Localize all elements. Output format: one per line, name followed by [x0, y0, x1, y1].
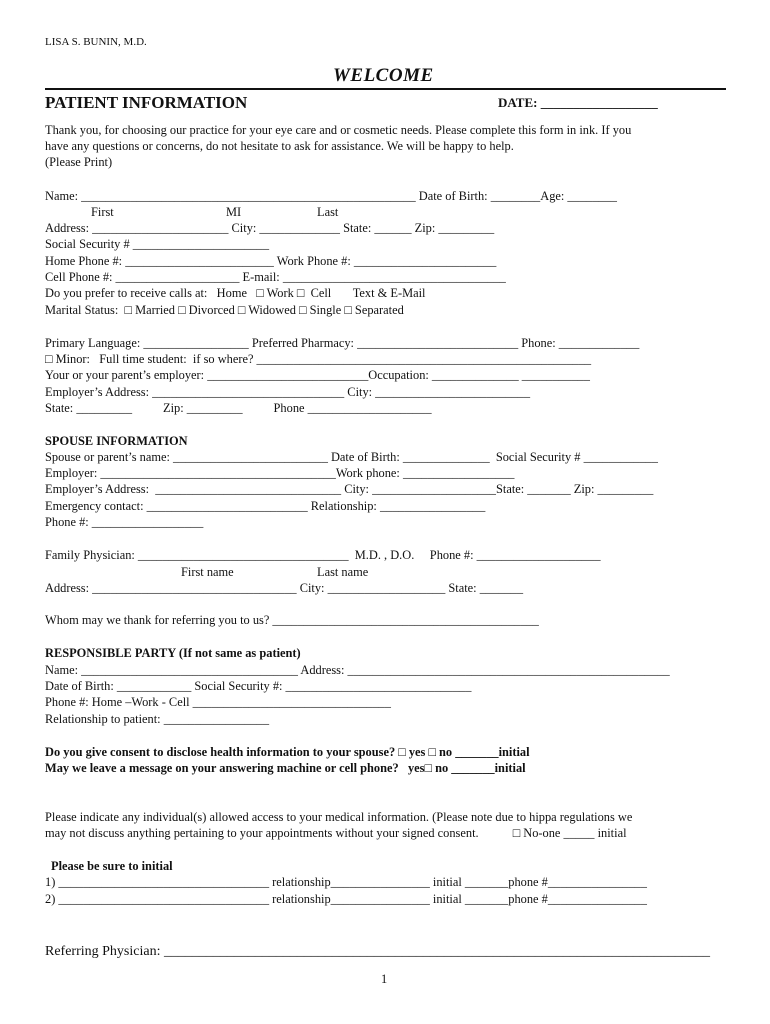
consent-message-question[interactable]: May we leave a message on your answering machine or cell phone? yes□ no _______initial: [45, 761, 526, 775]
page-number: 1: [381, 972, 388, 986]
access-line-2[interactable]: may not discuss anything pertaining to your appointments without your signed consent. □ No-one _____ initial: [45, 826, 627, 840]
employer-field[interactable]: Your or your parent’s employer: __________________________Occupation: ______________ ___________: [45, 368, 590, 382]
cell-phone-field[interactable]: Cell Phone #: ____________________ E-mail: ____________________________________: [45, 270, 506, 284]
responsible-relationship-field[interactable]: Relationship to patient: _________________: [45, 712, 270, 726]
spouse-phone-field[interactable]: Phone #: __________________: [45, 515, 204, 529]
welcome-heading: WELCOME: [333, 65, 434, 86]
responsible-heading: RESPONSIBLE PARTY (If not same as patient): [45, 646, 301, 660]
responsible-phone-field[interactable]: Phone #: Home –Work - Cell ________________________________: [45, 695, 391, 709]
home-phone-field[interactable]: Home Phone #: ________________________ Work Phone #: _______________________: [45, 254, 497, 268]
referring-physician-field[interactable]: Referring Physician: ______________________________________________________________________________: [45, 944, 710, 959]
intro-line-1: Thank you, for choosing our practice for your eye care and or cosmetic needs. Please complete this form in ink. If you: [45, 123, 632, 137]
patient-address-field[interactable]: Address: ______________________ City: _____________ State: ______ Zip: _________: [45, 221, 495, 235]
emergency-contact-field[interactable]: Emergency contact: __________________________ Relationship: _________________: [45, 499, 486, 513]
access-row-2[interactable]: 2) __________________________________ relationship________________ initial _______phone #________________: [45, 892, 647, 906]
mi-label: MI: [226, 205, 242, 219]
access-line-1: Please indicate any individual(s) allowed access to your medical information. (Please note due to hippa regulations we: [45, 810, 633, 824]
consent-spouse-question[interactable]: Do you give consent to disclose health information to your spouse? □ yes □ no _______initial: [45, 745, 530, 759]
date-field[interactable]: DATE: __________________: [498, 95, 658, 110]
state-zip-phone-field[interactable]: State: _________ Zip: _________ Phone ____________________: [45, 401, 432, 415]
intro-line-3: (Please Print): [45, 155, 113, 169]
responsible-dob-field[interactable]: Date of Birth: ____________ Social Security #: ______________________________: [45, 679, 472, 693]
patient-name-field[interactable]: Name: ______________________________________________________ Date of Birth: ________Age: ________: [45, 189, 617, 203]
access-row-1[interactable]: 1) __________________________________ relationship________________ initial _______phone #________________: [45, 875, 647, 889]
spouse-name-field[interactable]: Spouse or parent’s name: _________________________ Date of Birth: ______________ Social Security # ____________: [45, 450, 658, 464]
physician-first-label: First name: [181, 565, 234, 579]
initial-heading: Please be sure to initial: [51, 859, 173, 873]
physician-last-label: Last name: [317, 565, 369, 579]
page-title: PATIENT INFORMATION: [45, 93, 248, 112]
doctor-name: LISA S. BUNIN, M.D.: [45, 36, 147, 48]
referral-field[interactable]: Whom may we thank for referring you to us? ___________________________________________: [45, 613, 539, 627]
employer-address-field[interactable]: Employer’s Address: _______________________________ City: _________________________: [45, 385, 531, 399]
language-pharmacy-field[interactable]: Primary Language: _________________ Preferred Pharmacy: __________________________ Phone: _____________: [45, 336, 640, 350]
header-rule: [45, 88, 726, 90]
family-physician-field[interactable]: Family Physician: __________________________________ M.D. , D.O. Phone #: ____________________: [45, 548, 601, 562]
marital-status-checkboxes[interactable]: Marital Status: □ Married □ Divorced □ Widowed □ Single □ Separated: [45, 303, 404, 317]
ssn-field[interactable]: Social Security # ______________________: [45, 237, 270, 251]
last-label: Last: [317, 205, 339, 219]
physician-address-field[interactable]: Address: _________________________________ City: ___________________ State: _______: [45, 581, 524, 595]
minor-field[interactable]: □ Minor: Full time student: if so where? ______________________________________________________: [45, 352, 592, 366]
spouse-heading: SPOUSE INFORMATION: [45, 434, 188, 448]
call-preference-checkboxes[interactable]: Do you prefer to receive calls at: Home □ Work □ Cell Text & E-Mail: [45, 286, 426, 300]
spouse-employer-field[interactable]: Employer: ______________________________________Work phone: __________________: [45, 466, 515, 480]
first-label: First: [91, 205, 114, 219]
responsible-name-field[interactable]: Name: ___________________________________ Address: ____________________________________________________: [45, 663, 670, 677]
intro-line-2: have any questions or concerns, do not hesitate to ask for assistance. We will be happy to help.: [45, 139, 514, 153]
spouse-employer-address-field[interactable]: Employer’s Address: ______________________________ City: ____________________State: _______ Zip: _________: [45, 482, 654, 496]
